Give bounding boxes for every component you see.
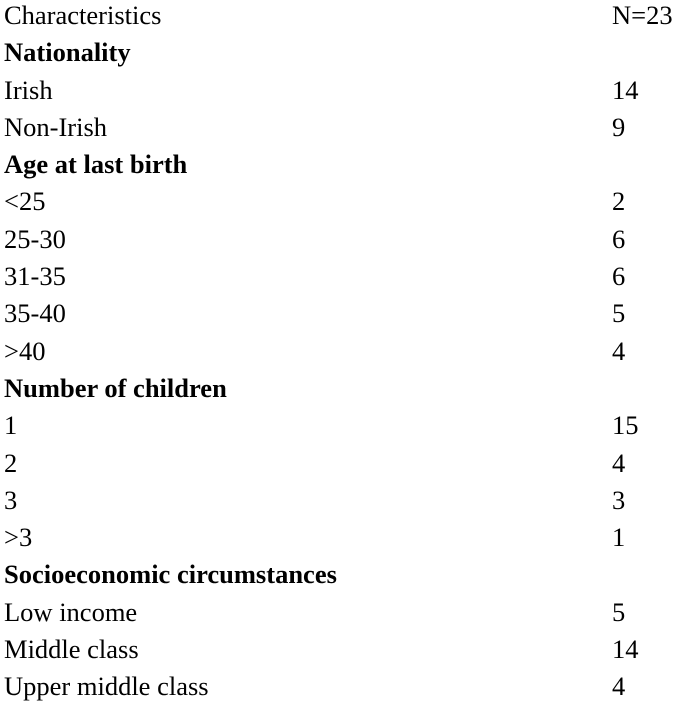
row-label: Non-Irish (4, 111, 108, 142)
section-title: Nationality (4, 37, 131, 68)
table-row (4, 109, 685, 146)
row-value: 5 (612, 596, 626, 627)
row-label: 31-35 (4, 261, 66, 292)
table-row (4, 258, 685, 295)
table-row (4, 333, 685, 370)
row-value: 6 (612, 223, 626, 254)
row-label: Low income (4, 596, 138, 627)
table-header-row (4, 0, 685, 34)
row-value: 2 (612, 186, 626, 217)
characteristics-table (4, 0, 685, 706)
row-value: 1 (612, 522, 626, 553)
table-row (4, 668, 685, 705)
row-label: <25 (4, 186, 46, 217)
row-label: 2 (4, 447, 18, 478)
row-label: 25-30 (4, 223, 66, 254)
row-label: Middle class (4, 634, 139, 665)
row-label: >40 (4, 335, 46, 366)
table-row (4, 407, 685, 444)
table-row (4, 594, 685, 631)
row-label: Irish (4, 74, 53, 105)
section-heading-socioeconomic-circumstances (4, 556, 685, 593)
row-value: 3 (612, 484, 626, 515)
table-row (4, 183, 685, 220)
table-row (4, 72, 685, 109)
section-heading-nationality (4, 34, 685, 71)
row-label: Upper middle class (4, 671, 209, 702)
section-title: Socioeconomic circumstances (4, 559, 337, 590)
row-label: >3 (4, 522, 33, 553)
row-value: 14 (612, 74, 639, 105)
table-row (4, 221, 685, 258)
section-heading-age-at-last-birth (4, 146, 685, 183)
table-row (4, 482, 685, 519)
row-label: 1 (4, 410, 18, 441)
table-row (4, 519, 685, 556)
row-value: 4 (612, 335, 626, 366)
row-value: 6 (612, 261, 626, 292)
section-heading-number-of-children (4, 370, 685, 407)
header-characteristics-label: Characteristics (4, 0, 162, 30)
table-row (4, 631, 685, 668)
row-label: 3 (4, 484, 18, 515)
row-value: 4 (612, 671, 626, 702)
table-row (4, 445, 685, 482)
row-value: 9 (612, 111, 626, 142)
table-row (4, 295, 685, 332)
header-sample-size: N=23 (612, 0, 673, 30)
row-value: 5 (612, 298, 626, 329)
row-value: 15 (612, 410, 639, 441)
row-value: 14 (612, 634, 639, 665)
section-title: Number of children (4, 372, 227, 403)
section-title: Age at last birth (4, 149, 188, 180)
row-label: 35-40 (4, 298, 66, 329)
row-value: 4 (612, 447, 626, 478)
